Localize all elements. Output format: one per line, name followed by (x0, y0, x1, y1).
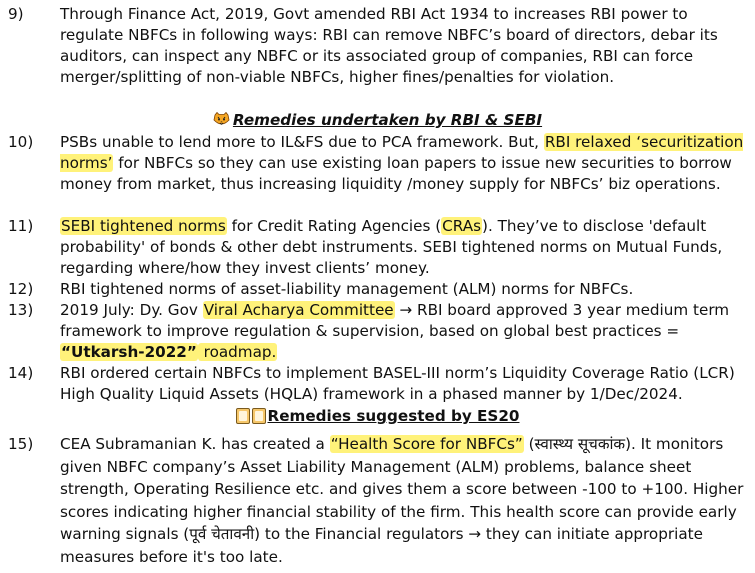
tiger-face-icon (213, 112, 230, 127)
item-text (60, 363, 750, 405)
item-text (60, 4, 750, 88)
item-number: 15) (8, 435, 34, 453)
item-number: 13) (8, 301, 34, 319)
text-segment: RBI tightened norms of asset-liability management (ALM) norms for NBFCs. (60, 280, 634, 298)
text-segment: PSBs unable to lend more to IL&FS due to PCA framework. But, (60, 133, 544, 151)
section-heading-rbi-sebi (0, 110, 755, 131)
item-number: 10) (8, 133, 34, 151)
text-segment: Through Finance Act, 2019, Govt amended RBI Act 1934 to increases RBI power to regulate NBFCs in following ways: RBI can remove NBFC’s board of directors, debar its auditors, can inspect any NBFC or its associated group of companies, RBI can force merger/splitting of non-viable NBFCs, higher fines/penalties for violation. (60, 5, 718, 86)
text-segment: for Credit Rating Agencies ( (226, 217, 442, 235)
list-item-13 (8, 300, 750, 363)
text-segment: for NBFCs so they can use existing loan papers to issue new securities to borrow money from market, thus increasing liquidity /money supply for NBFCs’ biz operations. (60, 154, 732, 193)
list-item-12 (8, 279, 750, 300)
list-item-10 (8, 132, 750, 195)
list-item-11 (8, 216, 750, 279)
item-number: 9) (8, 5, 24, 23)
list-item-15 (8, 433, 750, 568)
section-heading-es20 (0, 406, 755, 427)
heading-text: Remedies undertaken by RBI & SEBI (232, 111, 543, 129)
text-segment: (स्वास्थ्य सूचकांक). It monitors given NBFC company’s Asset Liability Management (ALM) problems, balance sheet strength, Operating Resilience etc. and gives them a score between -100 to +100. Higher scores indicating higher financial stability of the firm. This health score can provide early warning signals (पूर्व चेतावनी) to the Financial regulators → they can initiate appropriate measures before it's too late. (60, 435, 744, 566)
text-segment: 2019 July: Dy. Gov (60, 301, 203, 319)
highlighted-text: CRAs (442, 217, 482, 235)
item-number: 11) (8, 217, 34, 235)
item-text (60, 300, 750, 363)
text-segment: ). They’ve to disclose 'default probability' of bonds & other debt instruments. SEBI tightened norms on Mutual Funds, regarding where/how they invest clients’ money. (60, 217, 723, 277)
heading-text: Remedies suggested by ES20 (267, 407, 520, 425)
highlighted-text: roadmap. (198, 343, 277, 361)
open-book-icon (236, 408, 250, 424)
highlighted-text: “Utkarsh-2022” (61, 343, 197, 361)
text-segment: RBI ordered certain NBFCs to implement BASEL-III norm’s Liquidity Coverage Ratio (LCR) High Quality Liquid Assets (HQLA) framework in a phased manner by 1/Dec/2024. (60, 364, 735, 403)
highlighted-text: RBI relaxed ‘securitization norms’ (60, 133, 744, 172)
text-segment: CEA Subramanian K. has created a (60, 435, 330, 453)
item-text (60, 132, 750, 195)
highlighted-text: Viral Acharya Committee (203, 301, 394, 319)
highlighted-text: “Health Score for NBFCs” (330, 435, 523, 453)
list-item-9 (8, 4, 750, 88)
open-book-icon (252, 408, 266, 424)
item-text (60, 279, 750, 300)
item-number: 14) (8, 364, 34, 382)
item-number: 12) (8, 280, 34, 298)
text-segment: → RBI board approved 3 year medium term framework to improve regulation & supervision, based on global best practices = (60, 301, 730, 340)
item-text (60, 433, 750, 568)
item-text (60, 216, 750, 279)
highlighted-text: SEBI tightened norms (61, 217, 226, 235)
list-item-14 (8, 363, 750, 405)
